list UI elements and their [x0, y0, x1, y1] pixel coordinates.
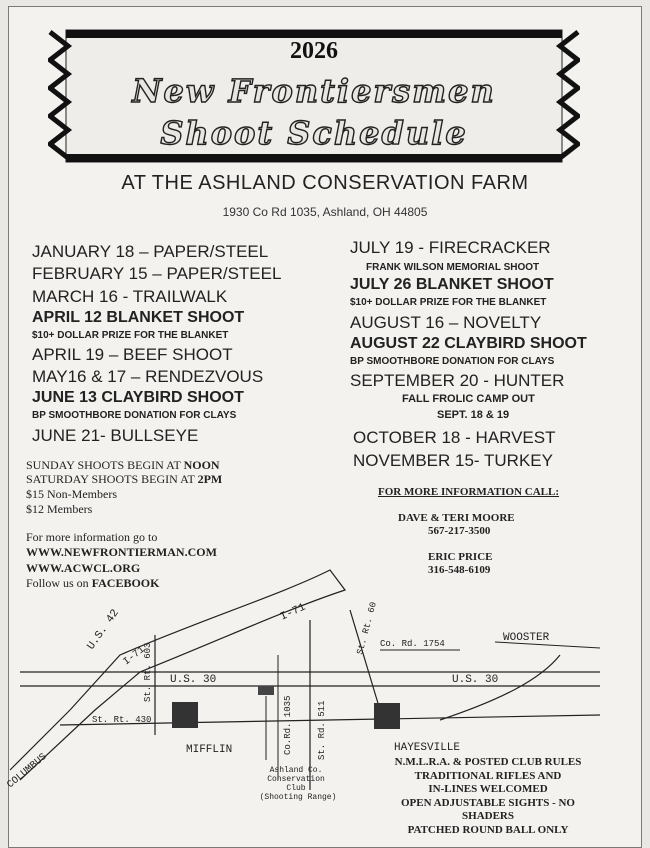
label-club-4: (Shooting Range) [259, 793, 337, 802]
venue-address: 1930 Co Rd 1035, Ashland, OH 44805 [222, 205, 428, 219]
fee-non-members: $15 Non-Members [26, 487, 117, 501]
label-cr1035: Co.Rd. 1035 [283, 695, 293, 755]
label-club-3: Club [286, 784, 306, 793]
contact-phone-1: 567-217-3500 [428, 525, 491, 537]
contact-phone-2: 316-548-6109 [428, 564, 491, 576]
facebook-follow: Follow us on FACEBOOK [26, 576, 160, 590]
club-marker [258, 686, 274, 695]
title-line-2: Shoot Schedule [160, 114, 468, 152]
mifflin-town-marker [172, 702, 198, 728]
label-club-2: Conservation [267, 775, 325, 784]
web-intro: For more information go to [26, 530, 158, 544]
event-jul26-note: $10+ DOLLAR PRIZE FOR THE BLANKET [350, 297, 547, 308]
website-link-2[interactable]: WWW.ACWCL.ORG [26, 561, 141, 575]
label-hayesville: HAYESVILLE [394, 742, 461, 754]
label-cr1754: Co. Rd. 1754 [380, 639, 445, 649]
campout-title: FALL FROLIC CAMP OUT [402, 393, 535, 405]
rule-line-6: PATCHED ROUND BALL ONLY [407, 824, 569, 836]
label-us42: U.S. 42 [85, 607, 122, 653]
venue-name: AT THE ASHLAND CONSERVATION FARM [121, 172, 529, 194]
event-apr12-note: $10+ DOLLAR PRIZE FOR THE BLANKET [32, 330, 229, 341]
saturday-time: SATURDAY SHOOTS BEGIN AT 2PM [26, 472, 223, 486]
event-aug22: AUGUST 22 CLAYBIRD SHOOT [350, 335, 587, 352]
label-sr60: St. Rt. 60 [355, 601, 379, 656]
event-aug16: AUGUST 16 – NOVELTY [350, 313, 542, 332]
event-nov: NOVEMBER 15- TURKEY [353, 451, 553, 470]
title-banner [48, 26, 580, 166]
label-i71-upper: I-71 [278, 601, 308, 624]
event-jan: JANUARY 18 – PAPER/STEEL [32, 242, 269, 261]
rule-line-4: OPEN ADJUSTABLE SIGHTS - NO [400, 797, 575, 809]
label-us30-left: U.S. 30 [170, 674, 217, 686]
event-mar: MARCH 16 - TRAILWALK [32, 287, 228, 306]
label-i71-lower: I-71 [121, 644, 148, 669]
rule-line-3: IN-LINES WELCOMED [428, 783, 548, 795]
rule-line-5: SHADERS [462, 810, 514, 822]
label-us30-right: U.S. 30 [452, 674, 499, 686]
website-link-1[interactable]: WWW.NEWFRONTIERMAN.COM [26, 545, 217, 559]
title-line-1: New Frontiersmen [132, 72, 496, 110]
contact-heading: FOR MORE INFORMATION CALL: [378, 486, 559, 498]
event-feb: FEBRUARY 15 – PAPER/STEEL [32, 264, 282, 283]
event-jul19: JULY 19 - FIRECRACKER [350, 238, 551, 257]
rule-line-2: TRADITIONAL RIFLES AND [414, 770, 562, 782]
event-apr12: APRIL 12 BLANKET SHOOT [32, 309, 245, 326]
schedule-year: 2026 [290, 38, 338, 64]
campout-dates: SEPT. 18 & 19 [437, 409, 510, 421]
label-club-1: Ashland Co. [269, 766, 323, 775]
hayesville-town-marker [374, 703, 400, 729]
label-sr603: St. Rt. 603 [143, 642, 153, 702]
fee-members: $12 Members [26, 502, 93, 516]
label-sr430: St. Rt. 430 [92, 715, 152, 725]
label-wooster: WOOSTER [503, 632, 550, 644]
event-jun21: JUNE 21- BULLSEYE [32, 426, 199, 445]
event-jul26: JULY 26 BLANKET SHOOT [350, 276, 554, 293]
event-sep20: SEPTEMBER 20 - HUNTER [350, 371, 565, 390]
rule-line-1: N.M.L.R.A. & POSTED CLUB RULES [394, 756, 582, 768]
event-may: MAY16 & 17 – RENDEZVOUS [32, 367, 264, 386]
label-sr511: St. Rd. 511 [317, 700, 327, 760]
event-jun13-note: BP SMOOTHBORE DONATION FOR CLAYS [32, 410, 237, 421]
event-aug22-note: BP SMOOTHBORE DONATION FOR CLAYS [350, 356, 555, 367]
contact-name-2: ERIC PRICE [428, 551, 493, 563]
event-jul19-note: FRANK WILSON MEMORIAL SHOOT [366, 262, 540, 273]
sunday-time: SUNDAY SHOOTS BEGIN AT NOON [26, 458, 220, 472]
wooster-connector-road [440, 655, 560, 720]
label-mifflin: MIFFLIN [186, 744, 233, 756]
event-oct: OCTOBER 18 - HARVEST [353, 428, 556, 447]
label-columbus: COLUMBUS [5, 751, 50, 792]
contact-name-1: DAVE & TERI MOORE [398, 512, 515, 524]
event-apr19: APRIL 19 – BEEF SHOOT [32, 345, 233, 364]
event-jun13: JUNE 13 CLAYBIRD SHOOT [32, 389, 244, 406]
